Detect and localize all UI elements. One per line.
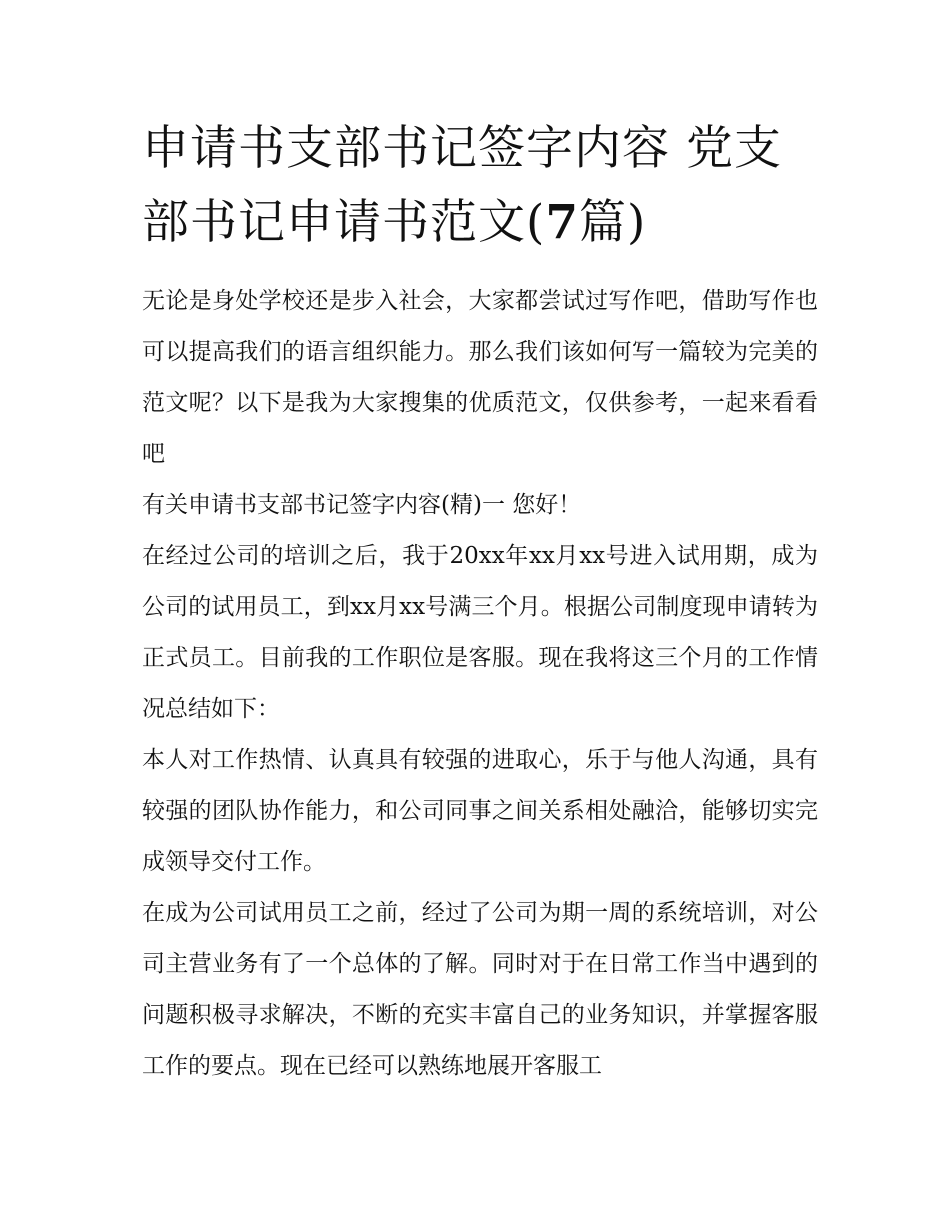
- body-paragraph: 在成为公司试用员工之前，经过了公司为期一周的系统培训，对公司主营业务有了一个总体的了解。同时对于在日常工作当中遇到的问题积极寻求解决，不断的充实丰富自己的业务知识，并掌握客服工作的要点。现在已经可以熟练地展开客服工: [142, 900, 818, 1079]
- body-paragraph: 在经过公司的培训之后，我于20xx年xx月xx号进入试用期，成为公司的试用员工，到xx月xx号满三个月。根据公司制度现申请转为正式员工。目前我的工作职位是客服。现在我将这三个月的工作情况总结如下：: [142, 543, 818, 722]
- section-heading: 有关申请书支部书记签字内容(精)一 您好！: [142, 492, 582, 518]
- intro-paragraph: 无论是身处学校还是步入社会，大家都尝试过写作吧，借助写作也可以提高我们的语言组织能力。那么我们该如何写一篇较为完美的范文呢？以下是我为大家搜集的优质范文，仅供参考，一起来看看吧: [142, 288, 818, 467]
- title-count: 7: [545, 195, 580, 250]
- title-text-part1: 申请书支部书记签字内容 党支部书记申请书范文(: [142, 121, 782, 250]
- document-body: [142, 276, 818, 1092]
- document-title: [142, 112, 822, 260]
- body-paragraph: 本人对工作热情、认真具有较强的进取心，乐于与他人沟通，具有较强的团队协作能力，和公司同事之间关系相处融洽，能够切实完成领导交付工作。: [142, 747, 818, 875]
- title-text-part2: 篇): [579, 195, 647, 250]
